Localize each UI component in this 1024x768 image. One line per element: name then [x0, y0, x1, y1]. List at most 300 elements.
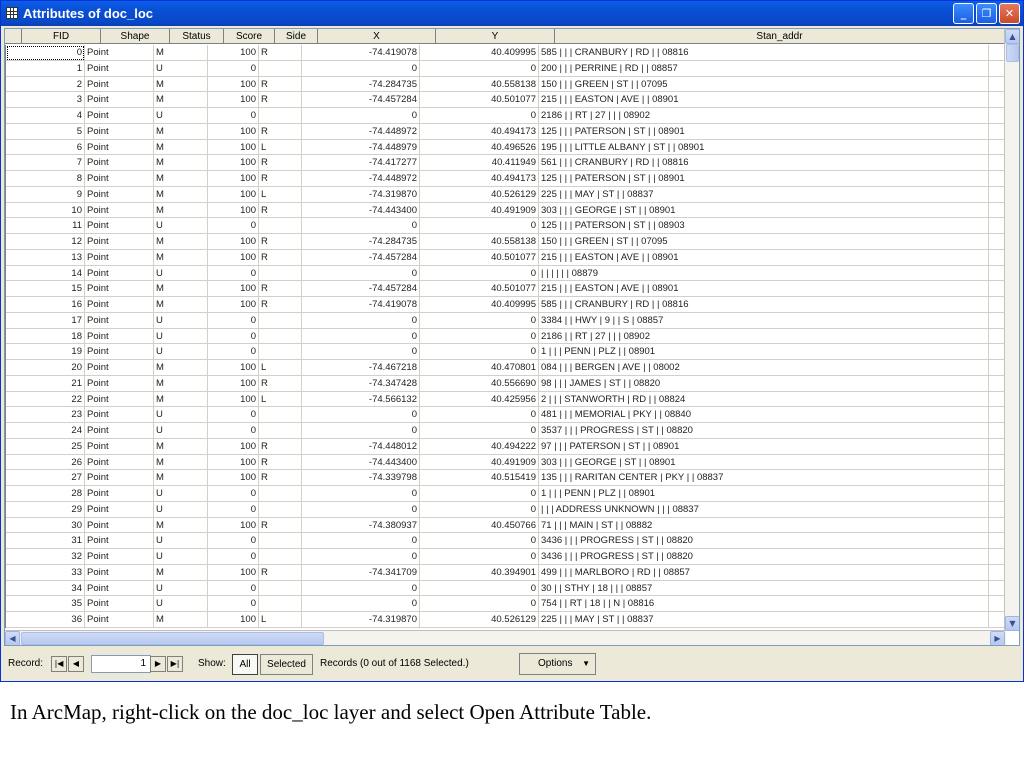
cell-side[interactable]: [259, 266, 302, 282]
cell-side[interactable]: R: [259, 155, 302, 171]
cell-fid[interactable]: 4: [6, 108, 85, 124]
cell-status[interactable]: U: [154, 407, 208, 423]
cell-fid[interactable]: 13: [6, 250, 85, 266]
cell-x[interactable]: 0: [302, 533, 420, 549]
cell-side[interactable]: R: [259, 281, 302, 297]
table-row[interactable]: [5, 329, 1005, 345]
cell-side[interactable]: [259, 407, 302, 423]
cell-y[interactable]: 0: [420, 61, 539, 77]
cell-x[interactable]: -74.319870: [302, 612, 420, 628]
cell-side[interactable]: R: [259, 203, 302, 219]
cell-side[interactable]: [259, 329, 302, 345]
cell-score[interactable]: 0: [208, 329, 259, 345]
table-row[interactable]: [5, 549, 1005, 565]
cell-status[interactable]: M: [154, 140, 208, 156]
table-row[interactable]: [5, 518, 1005, 534]
cell-shape[interactable]: Point: [85, 281, 154, 297]
table-row[interactable]: [5, 45, 1005, 61]
table-row[interactable]: [5, 187, 1005, 203]
table-row[interactable]: [5, 108, 1005, 124]
cell-side[interactable]: R: [259, 470, 302, 486]
cell-score[interactable]: 100: [208, 612, 259, 628]
cell-status[interactable]: U: [154, 266, 208, 282]
title-bar[interactable]: [1, 1, 1023, 26]
cell-score[interactable]: 100: [208, 281, 259, 297]
cell-score[interactable]: 100: [208, 376, 259, 392]
next-record-icon[interactable]: ▶: [150, 656, 166, 672]
cell-shape[interactable]: Point: [85, 376, 154, 392]
cell-x[interactable]: -74.419078: [302, 297, 420, 313]
cell-side[interactable]: [259, 61, 302, 77]
cell-x[interactable]: 0: [302, 329, 420, 345]
cell-x[interactable]: -74.448979: [302, 140, 420, 156]
cell-side[interactable]: R: [259, 455, 302, 471]
cell-fid[interactable]: 3: [6, 92, 85, 108]
cell-score[interactable]: 0: [208, 423, 259, 439]
cell-fid[interactable]: 17: [6, 313, 85, 329]
cell-status[interactable]: M: [154, 77, 208, 93]
column-header-side[interactable]: Side: [275, 29, 318, 44]
cell-score[interactable]: 100: [208, 455, 259, 471]
cell-score[interactable]: 0: [208, 581, 259, 597]
row-selector[interactable]: [5, 124, 6, 140]
row-selector[interactable]: [5, 329, 6, 345]
cell-fid[interactable]: 28: [6, 486, 85, 502]
cell-shape[interactable]: Point: [85, 360, 154, 376]
cell-shape[interactable]: Point: [85, 140, 154, 156]
cell-shape[interactable]: Point: [85, 565, 154, 581]
cell-shape[interactable]: Point: [85, 250, 154, 266]
cell-status[interactable]: U: [154, 218, 208, 234]
cell-side[interactable]: [259, 502, 302, 518]
cell-stan-addr[interactable]: 195 | | | LITTLE ALBANY | ST | | 08901: [539, 140, 989, 156]
cell-y[interactable]: 40.526129: [420, 612, 539, 628]
cell-status[interactable]: U: [154, 329, 208, 345]
cell-status[interactable]: U: [154, 549, 208, 565]
cell-y[interactable]: 40.556690: [420, 376, 539, 392]
cell-y[interactable]: 0: [420, 329, 539, 345]
row-selector[interactable]: [5, 518, 6, 534]
cell-stan-addr[interactable]: 215 | | | EASTON | AVE | | 08901: [539, 92, 989, 108]
column-header-y[interactable]: Y: [436, 29, 555, 44]
row-selector[interactable]: [5, 376, 6, 392]
cell-fid[interactable]: 14: [6, 266, 85, 282]
cell-status[interactable]: M: [154, 470, 208, 486]
cell-score[interactable]: 100: [208, 155, 259, 171]
cell-y[interactable]: 0: [420, 218, 539, 234]
cell-shape[interactable]: Point: [85, 297, 154, 313]
row-selector[interactable]: [5, 612, 6, 628]
cell-x[interactable]: -74.457284: [302, 92, 420, 108]
cell-x[interactable]: 0: [302, 108, 420, 124]
cell-y[interactable]: 0: [420, 486, 539, 502]
cell-shape[interactable]: Point: [85, 77, 154, 93]
cell-x[interactable]: -74.457284: [302, 250, 420, 266]
cell-score[interactable]: 0: [208, 313, 259, 329]
cell-shape[interactable]: Point: [85, 344, 154, 360]
horizontal-scrollbar[interactable]: [5, 630, 1006, 645]
cell-score[interactable]: 0: [208, 344, 259, 360]
cell-side[interactable]: [259, 344, 302, 360]
cell-stan-addr[interactable]: 084 | | | BERGEN | AVE | | 08002: [539, 360, 989, 376]
cell-stan-addr[interactable]: 3436 | | | PROGRESS | ST | | 08820: [539, 549, 989, 565]
cell-x[interactable]: 0: [302, 502, 420, 518]
cell-x[interactable]: -74.448972: [302, 124, 420, 140]
cell-side[interactable]: [259, 533, 302, 549]
cell-fid[interactable]: 23: [6, 407, 85, 423]
cell-score[interactable]: 100: [208, 171, 259, 187]
cell-fid[interactable]: 20: [6, 360, 85, 376]
cell-stan-addr[interactable]: 125 | | | PATERSON | ST | | 08903: [539, 218, 989, 234]
cell-x[interactable]: 0: [302, 61, 420, 77]
cell-side[interactable]: L: [259, 360, 302, 376]
cell-stan-addr[interactable]: 754 | | RT | 18 | | N | 08816: [539, 596, 989, 612]
row-selector[interactable]: [5, 281, 6, 297]
table-row[interactable]: [5, 92, 1005, 108]
cell-status[interactable]: U: [154, 108, 208, 124]
row-selector[interactable]: [5, 565, 6, 581]
cell-score[interactable]: 100: [208, 392, 259, 408]
cell-side[interactable]: [259, 218, 302, 234]
cell-x[interactable]: 0: [302, 581, 420, 597]
cell-y[interactable]: 40.411949: [420, 155, 539, 171]
cell-status[interactable]: M: [154, 297, 208, 313]
table-row[interactable]: [5, 423, 1005, 439]
cell-fid[interactable]: 5: [6, 124, 85, 140]
cell-score[interactable]: 0: [208, 549, 259, 565]
cell-fid[interactable]: 22: [6, 392, 85, 408]
cell-status[interactable]: U: [154, 533, 208, 549]
cell-stan-addr[interactable]: 3384 | | HWY | 9 | | S | 08857: [539, 313, 989, 329]
cell-status[interactable]: U: [154, 596, 208, 612]
row-selector[interactable]: [5, 392, 6, 408]
cell-shape[interactable]: Point: [85, 549, 154, 565]
cell-y[interactable]: 0: [420, 549, 539, 565]
cell-score[interactable]: 0: [208, 486, 259, 502]
cell-status[interactable]: U: [154, 423, 208, 439]
cell-shape[interactable]: Point: [85, 218, 154, 234]
cell-score[interactable]: 100: [208, 45, 259, 61]
cell-status[interactable]: M: [154, 171, 208, 187]
table-row[interactable]: [5, 470, 1005, 486]
cell-score[interactable]: 0: [208, 533, 259, 549]
cell-stan-addr[interactable]: 150 | | | GREEN | ST | | 07095: [539, 77, 989, 93]
cell-stan-addr[interactable]: 2 | | | STANWORTH | RD | | 08824: [539, 392, 989, 408]
cell-fid[interactable]: 11: [6, 218, 85, 234]
row-selector[interactable]: [5, 203, 6, 219]
column-header-stan-addr[interactable]: Stan_addr: [555, 29, 1005, 44]
cell-score[interactable]: 100: [208, 187, 259, 203]
cell-x[interactable]: 0: [302, 423, 420, 439]
cell-stan-addr[interactable]: | | | ADDRESS UNKNOWN | | | 08837: [539, 502, 989, 518]
cell-stan-addr[interactable]: 30 | | STHY | 18 | | | 08857: [539, 581, 989, 597]
cell-x[interactable]: -74.284735: [302, 234, 420, 250]
cell-score[interactable]: 100: [208, 470, 259, 486]
cell-y[interactable]: 40.409995: [420, 45, 539, 61]
cell-x[interactable]: -74.347428: [302, 376, 420, 392]
row-selector[interactable]: [5, 407, 6, 423]
cell-x[interactable]: 0: [302, 486, 420, 502]
cell-shape[interactable]: Point: [85, 313, 154, 329]
table-row[interactable]: [5, 596, 1005, 612]
row-selector[interactable]: [5, 61, 6, 77]
table-row[interactable]: [5, 234, 1005, 250]
cell-side[interactable]: R: [259, 124, 302, 140]
cell-status[interactable]: M: [154, 518, 208, 534]
cell-shape[interactable]: Point: [85, 203, 154, 219]
close-button[interactable]: ✕: [999, 3, 1020, 24]
cell-side[interactable]: [259, 486, 302, 502]
table-row[interactable]: [5, 281, 1005, 297]
cell-stan-addr[interactable]: 135 | | | RARITAN CENTER | PKY | | 08837: [539, 470, 989, 486]
cell-y[interactable]: 40.409995: [420, 297, 539, 313]
cell-shape[interactable]: Point: [85, 423, 154, 439]
cell-fid[interactable]: 26: [6, 455, 85, 471]
column-header-x[interactable]: X: [318, 29, 436, 44]
cell-y[interactable]: 40.496526: [420, 140, 539, 156]
cell-fid[interactable]: 29: [6, 502, 85, 518]
cell-x[interactable]: 0: [302, 313, 420, 329]
cell-side[interactable]: R: [259, 439, 302, 455]
cell-x[interactable]: -74.448972: [302, 171, 420, 187]
table-row[interactable]: [5, 297, 1005, 313]
cell-score[interactable]: 100: [208, 234, 259, 250]
cell-shape[interactable]: Point: [85, 187, 154, 203]
cell-shape[interactable]: Point: [85, 407, 154, 423]
cell-y[interactable]: 0: [420, 502, 539, 518]
cell-stan-addr[interactable]: 98 | | | JAMES | ST | | 08820: [539, 376, 989, 392]
cell-score[interactable]: 0: [208, 407, 259, 423]
cell-shape[interactable]: Point: [85, 124, 154, 140]
cell-score[interactable]: 100: [208, 297, 259, 313]
cell-side[interactable]: R: [259, 250, 302, 266]
maximize-button[interactable]: ❐: [976, 3, 997, 24]
cell-score[interactable]: 100: [208, 565, 259, 581]
cell-y[interactable]: 40.491909: [420, 455, 539, 471]
cell-score[interactable]: 100: [208, 77, 259, 93]
cell-shape[interactable]: Point: [85, 470, 154, 486]
cell-fid[interactable]: 2: [6, 77, 85, 93]
cell-y[interactable]: 40.558138: [420, 77, 539, 93]
cell-status[interactable]: M: [154, 187, 208, 203]
row-selector[interactable]: [5, 266, 6, 282]
cell-score[interactable]: 0: [208, 108, 259, 124]
cell-y[interactable]: 0: [420, 108, 539, 124]
row-selector[interactable]: [5, 77, 6, 93]
cell-side[interactable]: L: [259, 392, 302, 408]
show-all-button[interactable]: All: [232, 654, 258, 675]
cell-side[interactable]: [259, 581, 302, 597]
cell-x[interactable]: 0: [302, 549, 420, 565]
cell-stan-addr[interactable]: 97 | | | PATERSON | ST | | 08901: [539, 439, 989, 455]
cell-y[interactable]: 40.470801: [420, 360, 539, 376]
cell-y[interactable]: 0: [420, 313, 539, 329]
cell-stan-addr[interactable]: 225 | | | MAY | ST | | 08837: [539, 612, 989, 628]
cell-x[interactable]: -74.284735: [302, 77, 420, 93]
cell-score[interactable]: 100: [208, 250, 259, 266]
row-selector[interactable]: [5, 313, 6, 329]
table-row[interactable]: [5, 360, 1005, 376]
cell-side[interactable]: [259, 549, 302, 565]
cell-status[interactable]: M: [154, 281, 208, 297]
cell-shape[interactable]: Point: [85, 329, 154, 345]
cell-shape[interactable]: Point: [85, 108, 154, 124]
cell-x[interactable]: 0: [302, 407, 420, 423]
cell-status[interactable]: M: [154, 612, 208, 628]
cell-stan-addr[interactable]: 200 | | | PERRINE | RD | | 08857: [539, 61, 989, 77]
cell-status[interactable]: U: [154, 486, 208, 502]
row-selector[interactable]: [5, 533, 6, 549]
cell-stan-addr[interactable]: 215 | | | EASTON | AVE | | 08901: [539, 250, 989, 266]
cell-score[interactable]: 100: [208, 203, 259, 219]
cell-fid[interactable]: 25: [6, 439, 85, 455]
cell-y[interactable]: 0: [420, 266, 539, 282]
cell-side[interactable]: L: [259, 612, 302, 628]
cell-score[interactable]: 100: [208, 140, 259, 156]
table-row[interactable]: [5, 502, 1005, 518]
cell-stan-addr[interactable]: 215 | | | EASTON | AVE | | 08901: [539, 281, 989, 297]
cell-y[interactable]: 40.494173: [420, 124, 539, 140]
cell-status[interactable]: M: [154, 455, 208, 471]
cell-stan-addr[interactable]: 561 | | | CRANBURY | RD | | 08816: [539, 155, 989, 171]
cell-side[interactable]: [259, 423, 302, 439]
cell-stan-addr[interactable]: 303 | | | GEORGE | ST | | 08901: [539, 455, 989, 471]
cell-status[interactable]: M: [154, 92, 208, 108]
cell-y[interactable]: 40.491909: [420, 203, 539, 219]
cell-stan-addr[interactable]: 1 | | | PENN | PLZ | | 08901: [539, 486, 989, 502]
cell-status[interactable]: M: [154, 203, 208, 219]
scroll-left-arrow-icon[interactable]: ◀: [5, 631, 20, 646]
cell-shape[interactable]: Point: [85, 455, 154, 471]
column-header-shape[interactable]: Shape: [101, 29, 170, 44]
cell-fid[interactable]: 35: [6, 596, 85, 612]
cell-status[interactable]: M: [154, 45, 208, 61]
table-row[interactable]: [5, 344, 1005, 360]
cell-fid[interactable]: 30: [6, 518, 85, 534]
cell-score[interactable]: 100: [208, 360, 259, 376]
table-row[interactable]: [5, 533, 1005, 549]
cell-fid[interactable]: 10: [6, 203, 85, 219]
column-header-score[interactable]: Score: [224, 29, 275, 44]
cell-side[interactable]: [259, 596, 302, 612]
table-row[interactable]: [5, 124, 1005, 140]
cell-side[interactable]: R: [259, 77, 302, 93]
cell-status[interactable]: M: [154, 439, 208, 455]
cell-y[interactable]: 40.515419: [420, 470, 539, 486]
cell-x[interactable]: -74.341709: [302, 565, 420, 581]
cell-status[interactable]: M: [154, 392, 208, 408]
cell-fid[interactable]: 32: [6, 549, 85, 565]
table-row[interactable]: [5, 77, 1005, 93]
cell-x[interactable]: 0: [302, 596, 420, 612]
cell-fid[interactable]: 21: [6, 376, 85, 392]
cell-x[interactable]: -74.448012: [302, 439, 420, 455]
cell-side[interactable]: R: [259, 376, 302, 392]
cell-shape[interactable]: Point: [85, 155, 154, 171]
cell-shape[interactable]: Point: [85, 533, 154, 549]
cell-fid[interactable]: 18: [6, 329, 85, 345]
scroll-down-arrow-icon[interactable]: ▼: [1005, 616, 1020, 631]
cell-fid[interactable]: 16: [6, 297, 85, 313]
cell-side[interactable]: [259, 108, 302, 124]
column-header-status[interactable]: Status: [170, 29, 224, 44]
table-row[interactable]: [5, 313, 1005, 329]
table-row[interactable]: [5, 140, 1005, 156]
cell-stan-addr[interactable]: 585 | | | CRANBURY | RD | | 08816: [539, 297, 989, 313]
cell-status[interactable]: M: [154, 565, 208, 581]
row-selector[interactable]: [5, 455, 6, 471]
cell-y[interactable]: 0: [420, 596, 539, 612]
cell-x[interactable]: -74.419078: [302, 45, 420, 61]
cell-x[interactable]: -74.339798: [302, 470, 420, 486]
cell-y[interactable]: 40.494173: [420, 171, 539, 187]
cell-stan-addr[interactable]: 2186 | | RT | 27 | | | 08902: [539, 108, 989, 124]
row-selector[interactable]: [5, 140, 6, 156]
cell-stan-addr[interactable]: 585 | | | CRANBURY | RD | | 08816: [539, 45, 989, 61]
show-selected-button[interactable]: Selected: [260, 654, 313, 675]
cell-y[interactable]: 0: [420, 423, 539, 439]
cell-fid[interactable]: 34: [6, 581, 85, 597]
cell-y[interactable]: 0: [420, 533, 539, 549]
cell-fid[interactable]: 0: [6, 45, 85, 61]
cell-x[interactable]: -74.443400: [302, 203, 420, 219]
cell-side[interactable]: R: [259, 565, 302, 581]
column-header-fid[interactable]: FID: [22, 29, 101, 44]
cell-side[interactable]: R: [259, 234, 302, 250]
cell-shape[interactable]: Point: [85, 518, 154, 534]
row-selector[interactable]: [5, 297, 6, 313]
table-row[interactable]: [5, 203, 1005, 219]
row-selector[interactable]: [5, 360, 6, 376]
cell-x[interactable]: -74.319870: [302, 187, 420, 203]
row-selector[interactable]: [5, 581, 6, 597]
cell-shape[interactable]: Point: [85, 45, 154, 61]
cell-status[interactable]: U: [154, 313, 208, 329]
cell-side[interactable]: L: [259, 140, 302, 156]
cell-y[interactable]: 40.450766: [420, 518, 539, 534]
cell-x[interactable]: 0: [302, 344, 420, 360]
table-row[interactable]: [5, 455, 1005, 471]
cell-status[interactable]: U: [154, 61, 208, 77]
cell-x[interactable]: -74.417277: [302, 155, 420, 171]
cell-x[interactable]: -74.467218: [302, 360, 420, 376]
cell-shape[interactable]: Point: [85, 581, 154, 597]
cell-score[interactable]: 100: [208, 439, 259, 455]
options-button[interactable]: [519, 653, 596, 675]
cell-status[interactable]: M: [154, 360, 208, 376]
cell-status[interactable]: M: [154, 155, 208, 171]
cell-score[interactable]: 0: [208, 61, 259, 77]
minimize-button[interactable]: _: [953, 3, 974, 24]
cell-shape[interactable]: Point: [85, 266, 154, 282]
vertical-scrollbar[interactable]: [1004, 29, 1019, 631]
cell-shape[interactable]: Point: [85, 502, 154, 518]
cell-stan-addr[interactable]: 499 | | | MARLBORO | RD | | 08857: [539, 565, 989, 581]
cell-status[interactable]: M: [154, 234, 208, 250]
cell-x[interactable]: -74.457284: [302, 281, 420, 297]
cell-shape[interactable]: Point: [85, 486, 154, 502]
cell-shape[interactable]: Point: [85, 612, 154, 628]
cell-stan-addr[interactable]: 481 | | | MEMORIAL | PKY | | 08840: [539, 407, 989, 423]
cell-y[interactable]: 40.558138: [420, 234, 539, 250]
table-row[interactable]: [5, 439, 1005, 455]
cell-fid[interactable]: 7: [6, 155, 85, 171]
vertical-scroll-thumb[interactable]: [1006, 44, 1019, 62]
cell-fid[interactable]: 6: [6, 140, 85, 156]
record-number-input[interactable]: 1: [91, 655, 151, 673]
cell-score[interactable]: 100: [208, 92, 259, 108]
cell-x[interactable]: -74.443400: [302, 455, 420, 471]
